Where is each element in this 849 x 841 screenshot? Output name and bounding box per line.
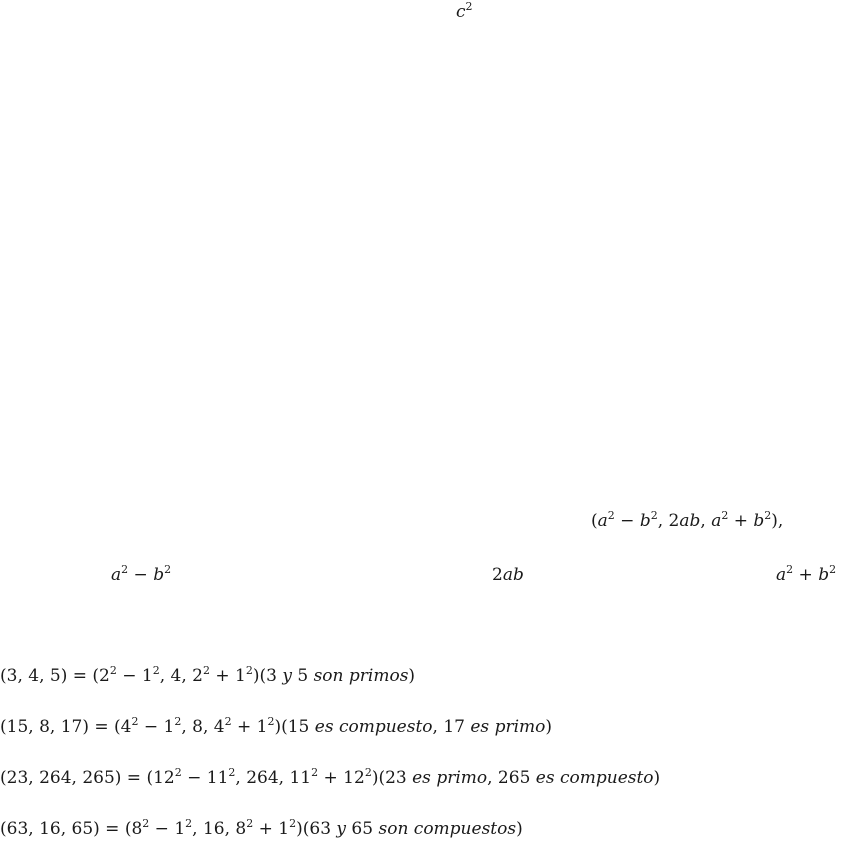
leg-b-label: 2ab xyxy=(492,565,524,585)
example-line: (15, 8, $17) = (4^2 - 1^2$, 8, $4^2 + 1^2)(15$ es compuesto, 17 es primo) xyxy=(0,715,553,737)
example-line: (63, 16, $65) = (8^2 - 1^2$, 16, $8^2 + 1^2)(63$ y 65 son compuestos) xyxy=(0,817,523,839)
c-squared-formula xyxy=(456,2,473,22)
c-base: c xyxy=(456,2,466,22)
hypotenuse-label: $a^2 + b^2$ xyxy=(776,563,837,585)
example-line: (23, 264, $265) = (12^2 - 11^2$, 264, $11^2 + 12^2)(23$ es primo, 265 es compuesto) xyxy=(0,766,661,788)
c-exponent: 2 xyxy=(465,0,473,13)
parametric-tuple-formula: ($a^2 - b^2$, 2ab, $a^2 + b^2$), xyxy=(591,509,784,531)
example-line: (3, 4, $5) = (2^2 - 1^2$, 4, $2^2 + 1^2)(3$ y 5 son primos) xyxy=(0,664,416,686)
leg-a-label: $a^2 - b^2$ xyxy=(111,563,172,585)
